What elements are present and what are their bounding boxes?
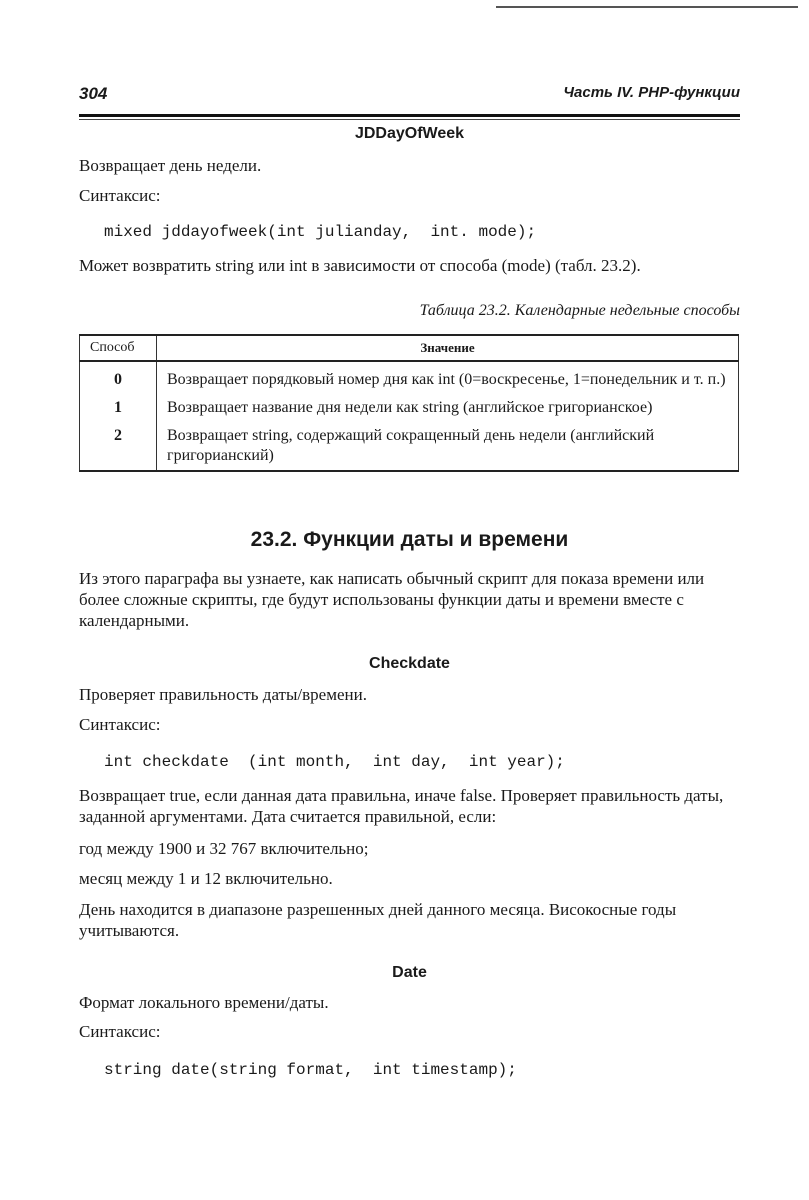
table-header-row [80, 335, 739, 361]
checkdate-heading: Checkdate [369, 655, 450, 672]
checkdate-condition-year: год между 1900 и 32 767 включительно; [79, 839, 369, 858]
running-head: Часть IV. PHP-функции [563, 84, 740, 101]
section-heading: 23.2. Функции даты и времени [250, 528, 569, 551]
table-row [80, 392, 739, 420]
checkdate-syntax-label: Синтаксис: [79, 715, 161, 734]
table-row [80, 361, 739, 392]
table-cell-mode: 1 [80, 392, 157, 420]
jddayofweek-note: Может возвратить string или int в зависимости от способа (mode) (табл. 23.2). [79, 256, 641, 275]
table-row [80, 420, 739, 471]
date-description: Формат локального времени/даты. [79, 993, 329, 1012]
table-caption: Таблица 23.2. Календарные недельные способы [419, 302, 740, 319]
section-intro: Из этого параграфа вы узнаете, как написать обычный скрипт для показа времени или более сложные скрипты, где будут использованы функции даты и времени вместе с календарными. [79, 569, 705, 630]
scan-artifact-line [496, 6, 798, 8]
date-code: string date(string format, int timestamp); [104, 1061, 517, 1079]
table-cell-value: Возвращает string, содержащий сокращенный день недели (английский григорианский) [157, 420, 739, 471]
modes-table [79, 334, 739, 472]
jddayofweek-heading: JDDayOfWeek [354, 125, 465, 142]
table-cell-mode: 0 [80, 361, 157, 392]
page-header [79, 84, 740, 110]
header-rule-thin [79, 119, 740, 120]
page-number: 304 [79, 84, 108, 103]
checkdate-condition-month: месяц между 1 и 12 включительно. [79, 869, 333, 888]
jddayofweek-code: mixed jddayofweek(int julianday, int. mode); [104, 223, 537, 241]
table-header-value: Значение [157, 335, 739, 361]
header-rule [79, 114, 740, 117]
jddayofweek-syntax-label: Синтаксис: [79, 186, 161, 205]
date-heading: Date [392, 964, 427, 981]
table-cell-mode: 2 [80, 420, 157, 471]
checkdate-condition-day: День находится в диапазоне разрешенных дней данного месяца. Високосные годы учитываются. [79, 900, 677, 940]
checkdate-code: int checkdate (int month, int day, int year); [104, 753, 565, 771]
jddayofweek-description: Возвращает день недели. [79, 156, 262, 175]
table-header-mode: Способ [80, 335, 157, 361]
table-cell-value: Возвращает порядковый номер дня как int (0=воскресенье, 1=понедельник и т. п.) [157, 361, 739, 392]
table-cell-value: Возвращает название дня недели как string (английское григорианское) [157, 392, 739, 420]
checkdate-returns: Возвращает true, если данная дата правильна, иначе false. Проверяет правильность даты, заданной аргументами. Дата считается правильной, если: [79, 786, 724, 826]
date-syntax-label: Синтаксис: [79, 1022, 161, 1041]
checkdate-description: Проверяет правильность даты/времени. [79, 685, 367, 704]
